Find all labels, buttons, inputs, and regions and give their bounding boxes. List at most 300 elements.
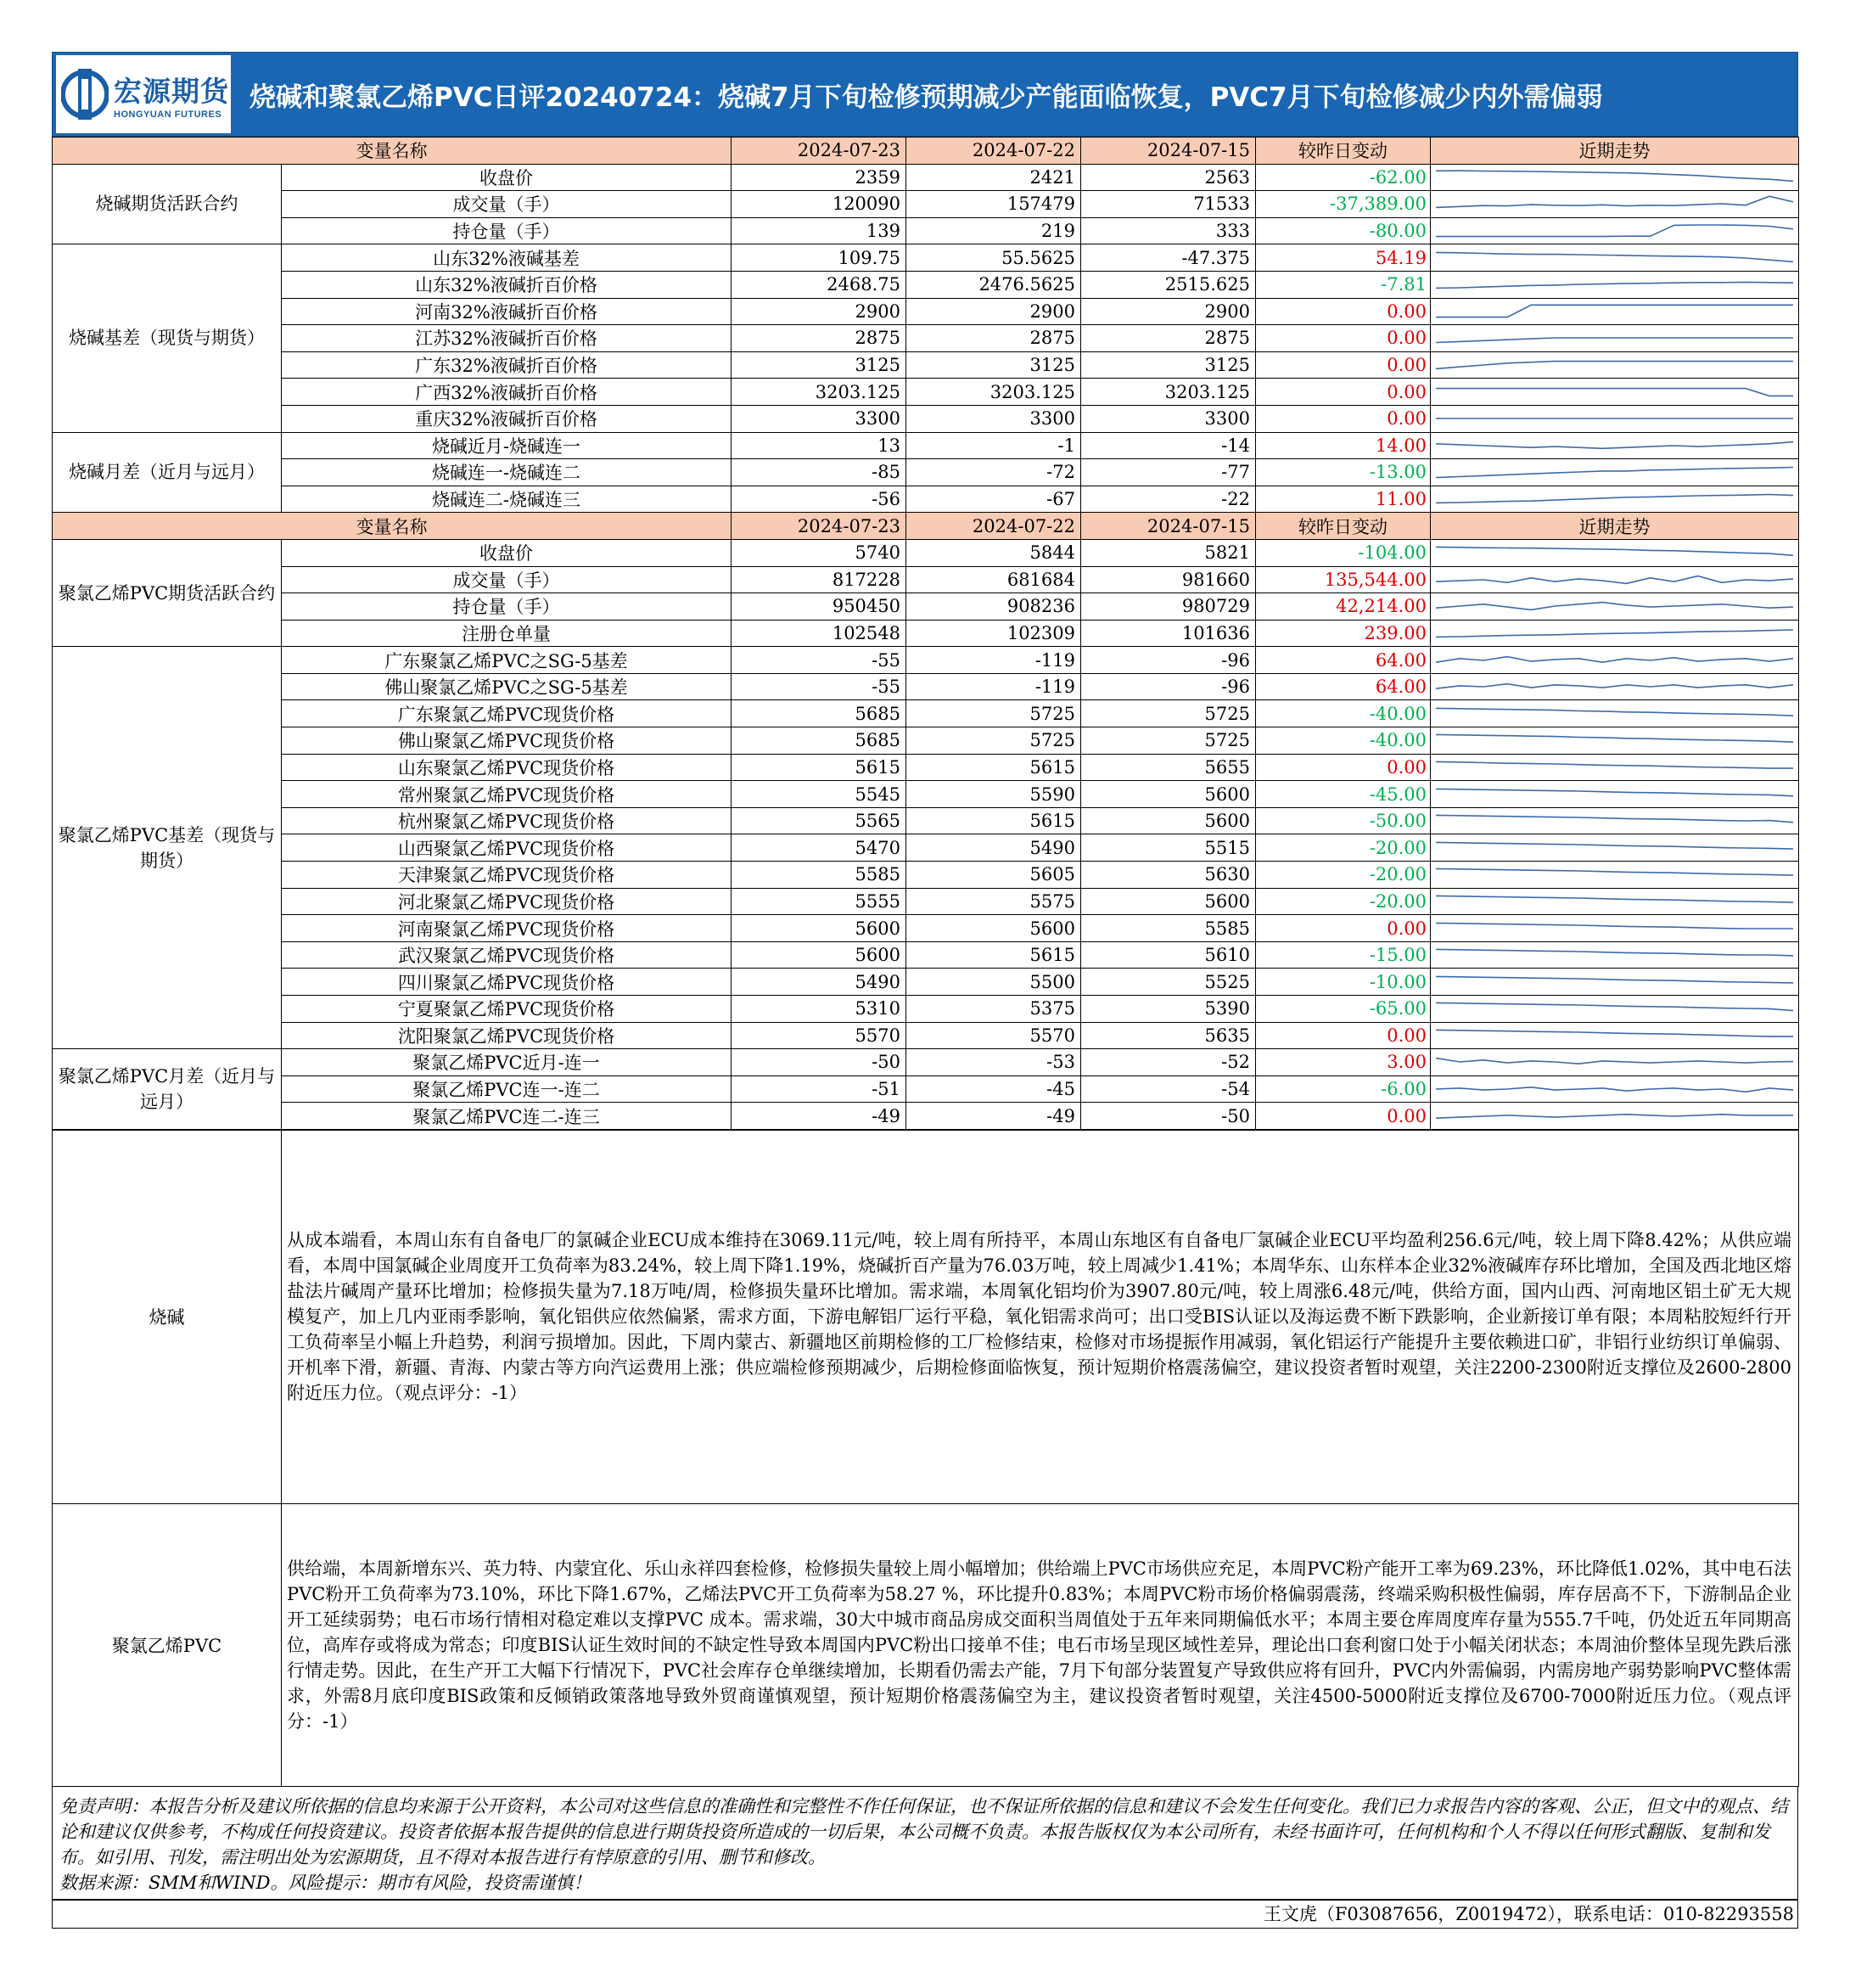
daily-change: 42,214.00 — [1256, 593, 1431, 621]
trend-line — [1436, 630, 1793, 637]
value-date-2: 2875 — [906, 325, 1081, 352]
trend-line — [1436, 305, 1793, 317]
daily-change: 239.00 — [1256, 620, 1431, 647]
trend-line — [1436, 923, 1793, 929]
value-date-2: 5600 — [906, 915, 1081, 942]
table-row — [53, 834, 1799, 862]
trend-line — [1436, 252, 1793, 261]
trend-line — [1436, 1003, 1793, 1011]
variable-name: 山西聚氯乙烯PVC现货价格 — [282, 834, 732, 862]
trend-line — [1436, 869, 1793, 876]
variable-name: 烧碱连一-烧碱连二 — [282, 459, 732, 486]
value-date-2: 3300 — [906, 405, 1081, 432]
variable-name: 武汉聚氯乙烯PVC现货价格 — [282, 941, 732, 969]
trend-sparkline-cell — [1431, 941, 1799, 969]
table-row — [53, 1103, 1799, 1130]
trend-line — [1436, 548, 1793, 556]
table-header-row — [53, 138, 1799, 165]
trend-sparkline — [1436, 1078, 1793, 1100]
value-date-1: 3125 — [732, 351, 906, 379]
trend-sparkline — [1436, 327, 1793, 349]
variable-name: 收盘价 — [282, 164, 732, 191]
variable-name: 广东聚氯乙烯PVC现货价格 — [282, 700, 732, 727]
table-row — [53, 1049, 1799, 1076]
value-date-2: -72 — [906, 459, 1081, 486]
value-date-3: 71533 — [1081, 191, 1256, 218]
trend-sparkline-cell — [1431, 164, 1799, 191]
trend-sparkline-cell — [1431, 781, 1799, 808]
value-date-2: -45 — [906, 1075, 1081, 1103]
trend-sparkline — [1436, 622, 1793, 644]
value-date-1: 2359 — [732, 164, 906, 191]
group-label: 聚氯乙烯PVC期货活跃合约 — [53, 539, 282, 646]
variable-name: 成交量（手） — [282, 191, 732, 218]
variable-name: 杭州聚氯乙烯PVC现货价格 — [282, 807, 732, 834]
trend-sparkline-cell — [1431, 351, 1799, 379]
daily-change: -45.00 — [1256, 781, 1431, 808]
trend-sparkline-cell — [1431, 915, 1799, 942]
logo-name-cn: 宏源期货 — [114, 74, 229, 108]
table-row — [53, 647, 1799, 674]
value-date-3: -54 — [1081, 1075, 1256, 1103]
trend-sparkline — [1436, 220, 1793, 242]
value-date-3: 5390 — [1081, 996, 1256, 1023]
value-date-2: 2421 — [906, 164, 1081, 191]
daily-change: 64.00 — [1256, 647, 1431, 674]
variable-name: 山东32%液碱折百价格 — [282, 271, 732, 298]
table-row — [53, 325, 1799, 352]
header-date-3: 2024-07-15 — [1081, 513, 1256, 540]
trend-sparkline — [1436, 1051, 1793, 1073]
value-date-1: 5740 — [732, 539, 906, 566]
value-date-2: -1 — [906, 432, 1081, 459]
value-date-3: 3300 — [1081, 405, 1256, 432]
trend-line — [1436, 388, 1793, 396]
variable-name: 佛山聚氯乙烯PVC之SG-5基差 — [282, 673, 732, 700]
value-date-1: 5600 — [732, 915, 906, 942]
trend-sparkline — [1436, 166, 1793, 188]
commentary-table — [52, 1130, 1799, 1787]
value-date-2: 55.5625 — [906, 244, 1081, 272]
variable-name: 山东32%液碱基差 — [282, 244, 732, 272]
trend-sparkline — [1436, 542, 1793, 564]
trend-sparkline-cell — [1431, 405, 1799, 432]
variable-name: 天津聚氯乙烯PVC现货价格 — [282, 862, 732, 889]
table-header-row — [53, 513, 1799, 540]
trend-sparkline — [1436, 1105, 1793, 1127]
trend-sparkline — [1436, 407, 1793, 430]
trend-sparkline — [1436, 918, 1793, 940]
variable-name: 沈阳聚氯乙烯PVC现货价格 — [282, 1022, 732, 1049]
trend-line — [1436, 896, 1793, 902]
table-row — [53, 191, 1799, 218]
value-date-2: -119 — [906, 673, 1081, 700]
trend-sparkline — [1436, 300, 1793, 323]
table-row — [53, 969, 1799, 996]
variable-name: 山东聚氯乙烯PVC现货价格 — [282, 754, 732, 781]
analyst-contact: 王文虎（F03087656，Z0019472），联系电话：010-82293558 — [52, 1900, 1798, 1929]
trend-sparkline — [1436, 676, 1793, 698]
header-change: 较昨日变动 — [1256, 513, 1431, 540]
trend-sparkline-cell — [1431, 700, 1799, 727]
trend-line — [1436, 441, 1793, 448]
variable-name: 广西32%液碱折百价格 — [282, 379, 732, 406]
commentary-row-caustic — [53, 1130, 1799, 1503]
trend-sparkline — [1436, 435, 1793, 457]
value-date-3: 5600 — [1081, 807, 1256, 834]
table-row — [53, 539, 1799, 566]
variable-name: 广东32%液碱折百价格 — [282, 351, 732, 379]
trend-sparkline — [1436, 193, 1793, 215]
variable-name: 烧碱连二-烧碱连三 — [282, 486, 732, 513]
trend-line — [1436, 468, 1793, 478]
trend-sparkline-cell — [1431, 834, 1799, 862]
table-row — [53, 1022, 1799, 1049]
commentary-text: 供给端，本周新增东兴、英力特、内蒙宜化、乐山永祥四套检修，检修损失量较上周小幅增加；供给端上PVC市场供应充足，本周PVC粉产能开工率为69.23%，环比降低1.02%，其中电石法PVC粉开工负荷率为73.10%，环比下降1.67%，乙烯法PVC开工负荷率为58.27 %，环比提升0.83%；本周PVC粉市场价格偏弱震荡，终端采购积极性偏弱，库存居高不下，下游制品企业开工延续弱势；电石市场行情相对稳定难以支撑PVC 成本。需求端，30大中城市商品房成交面积当周值处于五年来同期偏低水平；本周主要仓库周度库存量为555.7千吨，仍处近五年同期高位，高库存或将成为常态；印度BIS认证生效时间的不缺定性导致本周国内PVC粉出口接单不佳；电石市场呈现区域性差异，理论出口套利窗口处于小幅关闭状态；本周油价整体呈现先跌后涨行情走势。因此，在生产开工大幅下行情况下，PVC社会库存仓单继续增加，长期看仍需去产能，7月下旬部分装置复产导致供应将有回升，PVC内外需偏弱，内需房地产弱势影响PVC整体需求，外需8月底印度BIS政策和反倾销政策落地导致外贸商谨慎观望，预计短期价格震荡偏空为主，建议投资者暂时观望，关注4500-5000附近支撑位及6700-7000附近压力位。（观点评分：-1） — [282, 1503, 1799, 1786]
value-date-1: 102548 — [732, 620, 906, 647]
value-date-1: -51 — [732, 1075, 906, 1103]
trend-line — [1436, 283, 1793, 289]
value-date-1: 2900 — [732, 298, 906, 325]
value-date-3: 101636 — [1081, 620, 1256, 647]
table-row — [53, 673, 1799, 700]
table-row — [53, 807, 1799, 834]
table-row — [53, 996, 1799, 1023]
daily-change: 3.00 — [1256, 1049, 1431, 1076]
value-date-3: -47.375 — [1081, 244, 1256, 272]
value-date-3: 981660 — [1081, 566, 1256, 593]
value-date-3: 5655 — [1081, 754, 1256, 781]
trend-sparkline-cell — [1431, 298, 1799, 325]
value-date-1: 2468.75 — [732, 271, 906, 298]
variable-name: 聚氯乙烯PVC连二-连三 — [282, 1103, 732, 1130]
trend-sparkline — [1436, 944, 1793, 966]
trend-sparkline — [1436, 729, 1793, 751]
trend-sparkline-cell — [1431, 1049, 1799, 1076]
value-date-2: 5590 — [906, 781, 1081, 808]
value-date-2: 5570 — [906, 1022, 1081, 1049]
daily-change: -7.81 — [1256, 271, 1431, 298]
value-date-2: 5615 — [906, 807, 1081, 834]
variable-name: 广东聚氯乙烯PVC之SG-5基差 — [282, 647, 732, 674]
value-date-1: 5310 — [732, 996, 906, 1023]
value-date-1: -50 — [732, 1049, 906, 1076]
value-date-2: 908236 — [906, 593, 1081, 621]
value-date-1: -56 — [732, 486, 906, 513]
variable-name: 宁夏聚氯乙烯PVC现货价格 — [282, 996, 732, 1023]
variable-name: 成交量（手） — [282, 566, 732, 593]
value-date-3: 5630 — [1081, 862, 1256, 889]
trend-sparkline — [1436, 649, 1793, 671]
value-date-3: 5821 — [1081, 539, 1256, 566]
value-date-3: -22 — [1081, 486, 1256, 513]
trend-sparkline-cell — [1431, 754, 1799, 781]
value-date-1: 3203.125 — [732, 379, 906, 406]
table-row — [53, 459, 1799, 486]
variable-name: 常州聚氯乙烯PVC现货价格 — [282, 781, 732, 808]
value-date-1: 5470 — [732, 834, 906, 862]
disclaimer — [52, 1787, 1798, 1900]
variable-name: 持仓量（手） — [282, 593, 732, 621]
value-date-1: 5600 — [732, 941, 906, 969]
value-date-2: 3125 — [906, 351, 1081, 379]
data-source: 数据来源：SMM和WIND。风险提示：期市有风险，投资需谨慎！ — [59, 1872, 591, 1893]
value-date-3: 5635 — [1081, 1022, 1256, 1049]
trend-line — [1436, 338, 1793, 343]
value-date-3: -96 — [1081, 673, 1256, 700]
table-row — [53, 915, 1799, 942]
value-date-1: 5685 — [732, 700, 906, 727]
commentary-text: 从成本端看，本周山东有自备电厂的氯碱企业ECU成本维持在3069.11元/吨，较上周有所持平，本周山东地区有自备电厂氯碱企业ECU平均盈利256.6元/吨，较上周下降8.42%；从供应端看，本周中国氯碱企业周度开工负荷率为83.24%，较上周下降1.19%，烧碱折百产量为76.03万吨，较上周减少1.41%；本周华东、山东样本企业32%液碱库存环比增加，全国及西北地区熔盐法片碱周产量环比增加；检修损失量为7.18万吨/周，检修损失量环比增加。需求端，本周氧化铝均价为3907.80元/吨，较上周涨6.48元/吨，供给方面，国内山西、河南地区铝土矿无大规模复产，加上几内亚雨季影响，氧化铝供应依然偏紧，需求方面，下游电解铝厂运行平稳，氧化铝需求尚可；出口受BIS认证以及海运费不断下跌影响，企业新接订单有限；本周粘胶短纤行开工负荷率呈小幅上升趋势，利润亏损增加。因此，下周内蒙古、新疆地区前期检修的工厂检修结束，检修对市场提振作用减弱，氧化铝运行产能提升主要依赖进口矿，非铝行业纺织订单偏弱、开机率下滑，新疆、青海、内蒙古等方向汽运费用上涨；供应端检修预期减少，后期检修面临恢复，预计短期价格震荡偏空，建议投资者暂时观望，关注2200-2300附近支撑位及2600-2800附近压力位。（观点评分：-1） — [282, 1130, 1799, 1503]
table-row — [53, 405, 1799, 432]
variable-name: 重庆32%液碱折百价格 — [282, 405, 732, 432]
trend-sparkline — [1436, 810, 1793, 832]
value-date-1: 5555 — [732, 888, 906, 915]
daily-change: 14.00 — [1256, 432, 1431, 459]
variable-name: 收盘价 — [282, 539, 732, 566]
trend-line — [1436, 495, 1793, 503]
value-date-3: -52 — [1081, 1049, 1256, 1076]
value-date-1: 13 — [732, 432, 906, 459]
trend-sparkline-cell — [1431, 325, 1799, 352]
trend-sparkline-cell — [1431, 539, 1799, 566]
daily-change: -13.00 — [1256, 459, 1431, 486]
trend-line — [1436, 1087, 1793, 1092]
value-date-3: 3125 — [1081, 351, 1256, 379]
table-row — [53, 271, 1799, 298]
trend-sparkline-cell — [1431, 996, 1799, 1023]
commentary-row-pvc — [53, 1503, 1799, 1786]
trend-line — [1436, 708, 1793, 716]
value-date-2: 219 — [906, 217, 1081, 244]
group-label: 聚氯乙烯PVC基差（现货与期货） — [53, 647, 282, 1049]
value-date-1: 817228 — [732, 566, 906, 593]
trend-sparkline-cell — [1431, 593, 1799, 621]
trend-sparkline — [1436, 247, 1793, 269]
trend-line — [1436, 684, 1793, 689]
commentary-label: 烧碱 — [53, 1130, 282, 1503]
trend-sparkline-cell — [1431, 1022, 1799, 1049]
variable-name: 烧碱近月-烧碱连一 — [282, 432, 732, 459]
trend-sparkline-cell — [1431, 432, 1799, 459]
value-date-3: 5600 — [1081, 888, 1256, 915]
daily-change: -40.00 — [1256, 700, 1431, 727]
report — [52, 52, 1798, 1929]
value-date-3: 5585 — [1081, 915, 1256, 942]
daily-change: -80.00 — [1256, 217, 1431, 244]
header-variable-name: 变量名称 — [53, 138, 732, 165]
value-date-2: 5490 — [906, 834, 1081, 862]
variable-name: 河北聚氯乙烯PVC现货价格 — [282, 888, 732, 915]
value-date-2: 5725 — [906, 700, 1081, 727]
daily-change: -37,389.00 — [1256, 191, 1431, 218]
daily-change: -50.00 — [1256, 807, 1431, 834]
value-date-3: 2515.625 — [1081, 271, 1256, 298]
value-date-3: 2900 — [1081, 298, 1256, 325]
variable-name: 聚氯乙烯PVC连一-连二 — [282, 1075, 732, 1103]
trend-sparkline — [1436, 703, 1793, 725]
table-row — [53, 727, 1799, 755]
trend-sparkline-cell — [1431, 271, 1799, 298]
trend-sparkline — [1436, 756, 1793, 778]
trend-line — [1436, 171, 1793, 181]
value-date-2: 5575 — [906, 888, 1081, 915]
trend-sparkline-cell — [1431, 620, 1799, 647]
value-date-3: -50 — [1081, 1103, 1256, 1130]
trend-line — [1436, 789, 1793, 795]
header-date-2: 2024-07-22 — [906, 513, 1081, 540]
trend-line — [1436, 1030, 1793, 1036]
table-row — [53, 298, 1799, 325]
trend-line — [1436, 735, 1793, 743]
value-date-2: -49 — [906, 1103, 1081, 1130]
value-date-1: -49 — [732, 1103, 906, 1130]
trend-line — [1436, 362, 1793, 369]
table-row — [53, 862, 1799, 889]
value-date-1: 5570 — [732, 1022, 906, 1049]
trend-sparkline — [1436, 890, 1793, 913]
value-date-3: 2875 — [1081, 325, 1256, 352]
header-trend: 近期走势 — [1431, 513, 1799, 540]
daily-change: 0.00 — [1256, 1103, 1431, 1130]
daily-change: -20.00 — [1256, 862, 1431, 889]
value-date-2: 5725 — [906, 727, 1081, 755]
header-date-2: 2024-07-22 — [906, 138, 1081, 165]
variable-name: 持仓量（手） — [282, 217, 732, 244]
value-date-2: 5375 — [906, 996, 1081, 1023]
value-date-1: 950450 — [732, 593, 906, 621]
value-date-2: 3203.125 — [906, 379, 1081, 406]
daily-change: 0.00 — [1256, 754, 1431, 781]
trend-sparkline-cell — [1431, 673, 1799, 700]
daily-change: -62.00 — [1256, 164, 1431, 191]
disclaimer-text: 免责声明：本报告分析及建议所依据的信息均来源于公开资料，本公司对这些信息的准确性和完整性不作任何保证，也不保证所依据的信息和建议不会发生任何变化。我们已力求报告内容的客观、公正，但文中的观点、结论和建议仅供参考，不构成任何投资建议。投资者依据本报告提供的信息进行期货投资所造成的一切后果，本公司概不负责。本报告版权仅为本公司所有，未经书面许可，任何机构和个人不得以任何形式翻版、复制和发布。如引用、刊发，需注明出处为宏源期货，且不得对本报告进行有悖原意的引用、删节和修改。 — [59, 1795, 1788, 1867]
value-date-1: -55 — [732, 673, 906, 700]
daily-change: -6.00 — [1256, 1075, 1431, 1103]
value-date-3: 3203.125 — [1081, 379, 1256, 406]
logo-mark-icon — [61, 64, 109, 125]
table-row — [53, 941, 1799, 969]
daily-change: 0.00 — [1256, 351, 1431, 379]
table-row — [53, 379, 1799, 406]
value-date-2: 5844 — [906, 539, 1081, 566]
logo-name-en: HONGYUAN FUTURES — [114, 109, 222, 120]
trend-sparkline-cell — [1431, 1103, 1799, 1130]
table-row — [53, 593, 1799, 621]
value-date-1: -55 — [732, 647, 906, 674]
value-date-1: -85 — [732, 459, 906, 486]
trend-line — [1436, 761, 1793, 768]
value-date-3: 333 — [1081, 217, 1256, 244]
daily-change: -20.00 — [1256, 834, 1431, 862]
trend-sparkline-cell — [1431, 217, 1799, 244]
daily-change: 0.00 — [1256, 1022, 1431, 1049]
daily-change: -65.00 — [1256, 996, 1431, 1023]
value-date-2: -119 — [906, 647, 1081, 674]
trend-sparkline-cell — [1431, 244, 1799, 272]
commentary-label: 聚氯乙烯PVC — [53, 1503, 282, 1786]
table-row — [53, 700, 1799, 727]
value-date-1: 5565 — [732, 807, 906, 834]
trend-sparkline-cell — [1431, 807, 1799, 834]
report-title: 烧碱和聚氯乙烯PVC日评20240724：烧碱7月下旬检修预期减少产能面临恢复，PVC7月下旬检修减少内外需偏弱 — [249, 81, 1603, 113]
value-date-1: 2875 — [732, 325, 906, 352]
value-date-3: 980729 — [1081, 593, 1256, 621]
header-date-3: 2024-07-15 — [1081, 138, 1256, 165]
value-date-2: -53 — [906, 1049, 1081, 1076]
trend-line — [1436, 842, 1793, 849]
trend-line — [1436, 197, 1793, 208]
value-date-3: 5610 — [1081, 941, 1256, 969]
trend-sparkline — [1436, 1025, 1793, 1047]
value-date-1: 120090 — [732, 191, 906, 218]
trend-line — [1436, 656, 1793, 662]
header-date-1: 2024-07-23 — [732, 513, 906, 540]
value-date-2: 2900 — [906, 298, 1081, 325]
daily-change: 11.00 — [1256, 486, 1431, 513]
trend-sparkline — [1436, 837, 1793, 859]
value-date-3: 5515 — [1081, 834, 1256, 862]
table-row — [53, 781, 1799, 808]
daily-change: -40.00 — [1256, 727, 1431, 755]
value-date-3: -77 — [1081, 459, 1256, 486]
variable-name: 江苏32%液碱折百价格 — [282, 325, 732, 352]
daily-change: -104.00 — [1256, 539, 1431, 566]
company-logo — [56, 55, 231, 133]
trend-sparkline — [1436, 381, 1793, 403]
table-row — [53, 217, 1799, 244]
group-label: 烧碱月差（近月与远月） — [53, 432, 282, 513]
value-date-3: 2563 — [1081, 164, 1256, 191]
value-date-3: -14 — [1081, 432, 1256, 459]
variable-name: 四川聚氯乙烯PVC现货价格 — [282, 969, 732, 996]
variable-name: 注册仓单量 — [282, 620, 732, 647]
trend-line — [1436, 603, 1793, 610]
table-row — [53, 351, 1799, 379]
value-date-2: 5615 — [906, 941, 1081, 969]
value-date-1: 5615 — [732, 754, 906, 781]
trend-line — [1436, 816, 1793, 823]
value-date-3: 5725 — [1081, 700, 1256, 727]
value-date-3: -96 — [1081, 647, 1256, 674]
group-label: 聚氯乙烯PVC月差（近月与远月） — [53, 1049, 282, 1130]
trend-sparkline — [1436, 273, 1793, 295]
trend-line — [1436, 950, 1793, 957]
variable-name: 河南聚氯乙烯PVC现货价格 — [282, 915, 732, 942]
trend-sparkline-cell — [1431, 647, 1799, 674]
daily-change: 0.00 — [1256, 915, 1431, 942]
value-date-1: 5585 — [732, 862, 906, 889]
table-row — [53, 620, 1799, 647]
trend-sparkline — [1436, 997, 1793, 1019]
daily-change: 0.00 — [1256, 298, 1431, 325]
data-table — [52, 137, 1799, 1130]
daily-change: 135,544.00 — [1256, 566, 1431, 593]
title-banner — [52, 52, 1798, 137]
daily-change: -20.00 — [1256, 888, 1431, 915]
trend-sparkline — [1436, 863, 1793, 885]
trend-line — [1436, 576, 1793, 583]
daily-change: 54.19 — [1256, 244, 1431, 272]
daily-change: 0.00 — [1256, 405, 1431, 432]
trend-line — [1436, 1059, 1793, 1064]
value-date-2: 681684 — [906, 566, 1081, 593]
trend-sparkline — [1436, 569, 1793, 591]
group-label: 烧碱基差（现货与期货） — [53, 244, 282, 432]
table-row — [53, 164, 1799, 191]
daily-change: 0.00 — [1256, 379, 1431, 406]
logo-text — [114, 70, 229, 120]
